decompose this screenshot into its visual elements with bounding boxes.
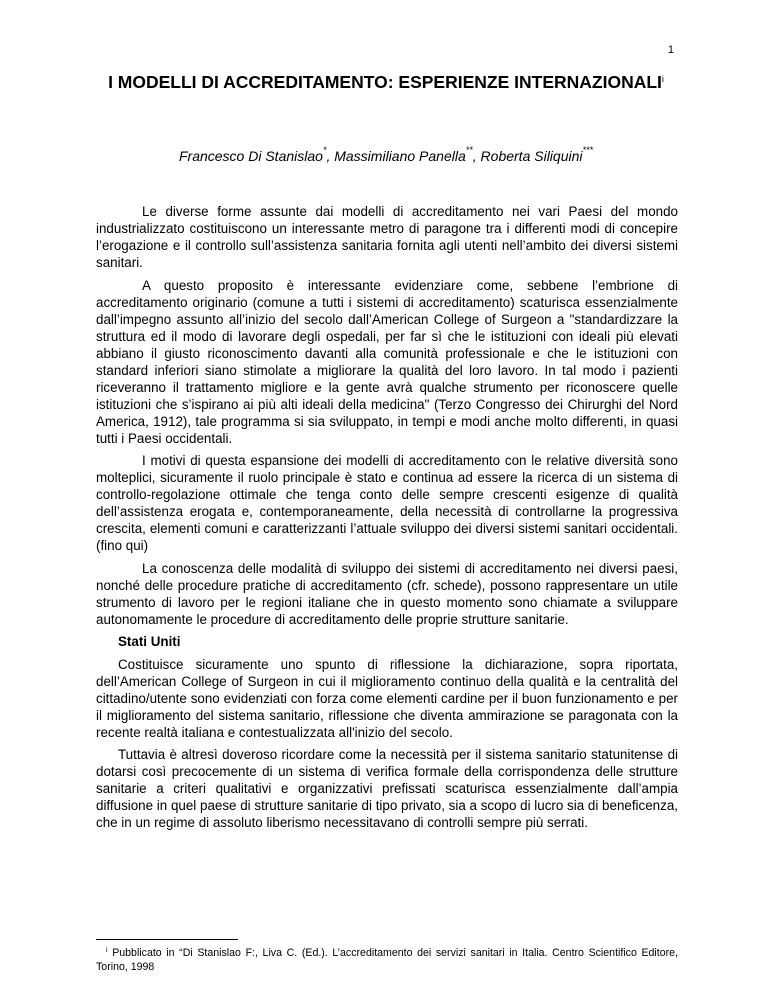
title-text: I MODELLI DI ACCREDITAMENTO: ESPERIENZE INTERNAZIONALI <box>108 72 662 92</box>
author-marker: ** <box>465 145 473 155</box>
body-paragraph: A questo proposito è interessante evidenziare come, sebbene l’embrione di accreditamento originario (comune a tutti i sistemi di accreditamento) scaturisca essenzialmente dall’impegno assunto all’inizio del secolo dall’American College of Surgeon a "standardizzare la struttura ed il modo di lavorare degli ospedali, per far sì che le istituzioni con ideali più elevati abbiano il giusto riconoscimento davanti alla comunità professionale e che le istituzioni con standard inferiori siano stimolate a migliorare la qualità del loro lavoro. In tal modo i pazienti riceveranno il trattamento migliore e la gente avrà qualche strumento per riconoscere quelle istituzioni che s’ispirano ai più alti ideali della medicina" (Terzo Congresso dei Chirurghi del Nord America, 1912), tale programma si sia sviluppato, in tempi e modi anche molto differenti, in quasi tutti i Paesi occidentali. <box>96 277 678 446</box>
document-body <box>96 203 678 837</box>
title-footnote-marker: i <box>661 74 664 84</box>
footnote-marker: i <box>106 947 108 954</box>
author-name: Massimiliano Panella <box>334 148 466 164</box>
document-title <box>96 70 676 95</box>
section-heading: Stati Uniti <box>118 634 181 649</box>
footnote <box>96 946 678 974</box>
section-paragraph: Tuttavia è altresì doveroso ricordare come la necessità per il sistema sanitario statunitense di dotarsi così precocemente di un sistema di verifica formale della corrispondenza delle strutture sanitarie a criteri qualitativi e organizzativi prefissati scaturisca essenzialmente dall’ampia diffusione in quel paese di strutture sanitarie di tipo privato, sia a scopo di lucro sia di beneficenza, che in un regime di assoluto liberismo necessitavano di controlli sempre più serrati. <box>96 747 678 830</box>
body-paragraph: I motivi di questa espansione dei modelli di accreditamento con le relative diversità sono molteplici, sicuramente il ruolo principale è stato e continua ad essere la ricerca di un sistema di controllo-regolazione ottimale che tenga conto delle sempre crescenti esigenze di qualità dell’assistenza erogata e, contemporaneamente, della necessità di controllarne la progressiva crescita, elementi comuni e caratterizzanti l’attuale sviluppo dei diversi sistemi sanitari occidentali.(fino qui) <box>96 453 678 553</box>
page-number: 1 <box>667 44 674 56</box>
body-paragraph: La conoscenza delle modalità di sviluppo dei sistemi di accreditamento nei diversi paesi, nonché delle procedure pratiche di accreditamento (cfr. schede), possono rappresentare un utile strumento di lavoro per le regioni italiane che in questo momento sono chiamate a sviluppare autonomamente le procedure di accreditamento delle proprie strutture sanitarie. <box>96 560 678 627</box>
author-marker: * <box>322 145 327 155</box>
author-name: Roberta Siliquini <box>480 148 583 164</box>
body-paragraph: Le diverse forme assunte dai modelli di accreditamento nei vari Paesi del mondo industrializzato costituiscono un interessante metro di paragone tra i differenti modi di concepire l’erogazione e il controllo sull’assistenza sanitaria fornita agli utenti nell’ambito dei diversi sistemi sanitari. <box>96 204 678 270</box>
author-marker: *** <box>582 145 594 155</box>
author-line <box>96 145 676 164</box>
footnote-text: Pubblicato in “Di Stanislao F:, Liva C. (Ed.). L’accreditamento dei servizi sanitari in Italia. Centro Scientifico Editore, Torino, 1998 <box>96 947 678 973</box>
footnote-divider <box>96 939 238 940</box>
author-name: Francesco Di Stanislao <box>178 148 323 164</box>
section-paragraph: Costituisce sicuramente uno spunto di riflessione la dichiarazione, sopra riportata, dell’American College of Surgeon in cui il miglioramento continuo della qualità e la centralità del cittadino/utente sono evidenziati con forza come elementi cardine per il buon funzionamento e per il miglioramento del sistema sanitario, riflessione che diventa ammirazione se paragonata con la recente realtà italiana e contestualizzata all'inizio del secolo. <box>96 656 678 740</box>
author-separator: , <box>472 148 481 164</box>
author-separator: , <box>326 148 335 164</box>
